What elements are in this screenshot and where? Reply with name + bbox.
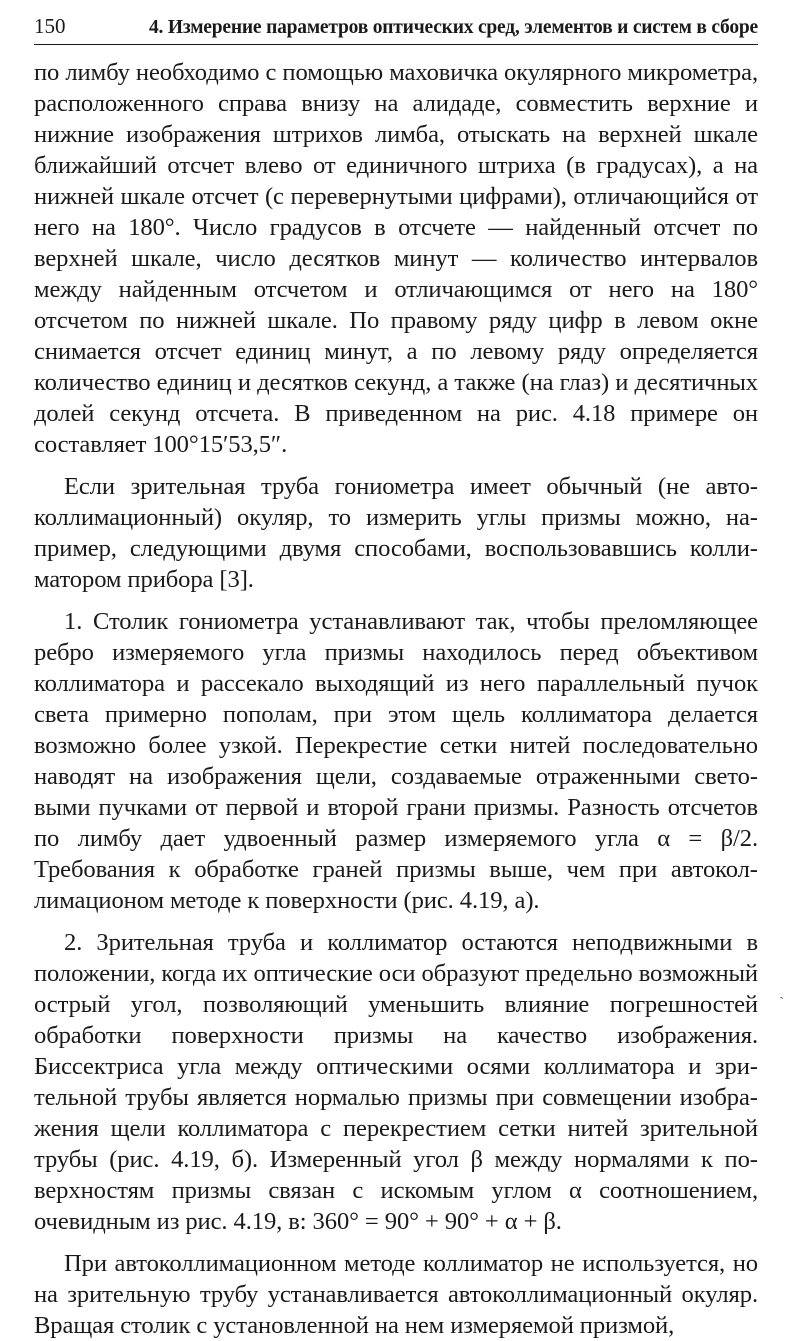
paragraph-method-1: 1. Столик гониометра устанавливают так, чтобы преломляющее ребро измеряемого угла призмы находилось перед объективом коллиматора и рассекало выходящий из него параллельный пучок света примерно пополам, при этом щель коллиматора делается возможно более узкой. Перекрестие сетки нитей последовательно наводят на изображения щели, создаваемые отраженными световыми пучками от первой и второй грани призмы. Разность отсчетов по лимбу дает удвоенный размер измеряемого угла α = β/2. Требования к обработке граней призмы выше, чем при автоколлимационом методе к поверхности (рис. 4.19, а). [34,608,758,914]
paragraph-method-2: 2. Зрительная труба и коллиматор остаются неподвижными в положении, когда их оптические оси образуют предельно возможный острый угол, позволяющий уменьшить влияние погрешностей обработки поверхности призмы на качество изображения. Биссектриса угла между оптическими осями коллиматора и зрительной трубы является нормалью призмы при совмещении изображения щели коллиматора с перекрестием сетки нитей зрительной трубы (рис. 4.19, б). Измеренный угол β между нормалями к поверхностям призмы связан с искомым углом α соотношением, очевидным из рис. 4.19, в: 360° = 90° + 90° + α + β. [34,929,758,1235]
paragraph-collimator-methods: Если зрительная труба гониометра имеет обычный (не автоколлимационный) окуляр, то измерить углы призмы можно, например, следующими двумя способами, воспользовавшись коллиматором прибора [3]. [34,473,758,593]
page-header [34,14,758,45]
page-number: 150 [34,14,66,38]
running-head: 4. Измерение параметров оптических сред, элементов и систем в сборе [149,17,758,38]
margin-mark: ˏ [779,985,784,1000]
paragraph-continuation: по лимбу необходимо с помощью маховичка окулярного микрометра, расположенного справа внизу на алидаде, совместить верхние и нижние изображения штрихов лимба, отыскать на верхней шкале ближайший отсчет влево от единичного штриха (в градусах), а на нижней шкале отсчет (с перевернутыми цифрами), отличающийся от него на 180°. Число градусов в отсчете — найденный отсчет по верхней шкале, число десятков минут — количество интервалов между найденным отсчетом и отличающимся от него на 180° отсчетом по нижней шкале. По правому ряду цифр в левом окне снимается отсчет единиц минут, а по левому ряду определяется количество единиц и десятков секунд, а также (на глаз) и десятичных долей секунд отсчета. В приведенном на рис. 4.18 примере он составляет 100°15′53,5″. [34,59,758,458]
page-body [34,57,758,1341]
paragraph-autocollimation: При автоколлимационном методе коллиматор не используется, но на зрительную трубу устанавливается автоколлимационный окуляр. Вращая столик с установленной на нем измеряемой призмой, [34,1250,758,1339]
